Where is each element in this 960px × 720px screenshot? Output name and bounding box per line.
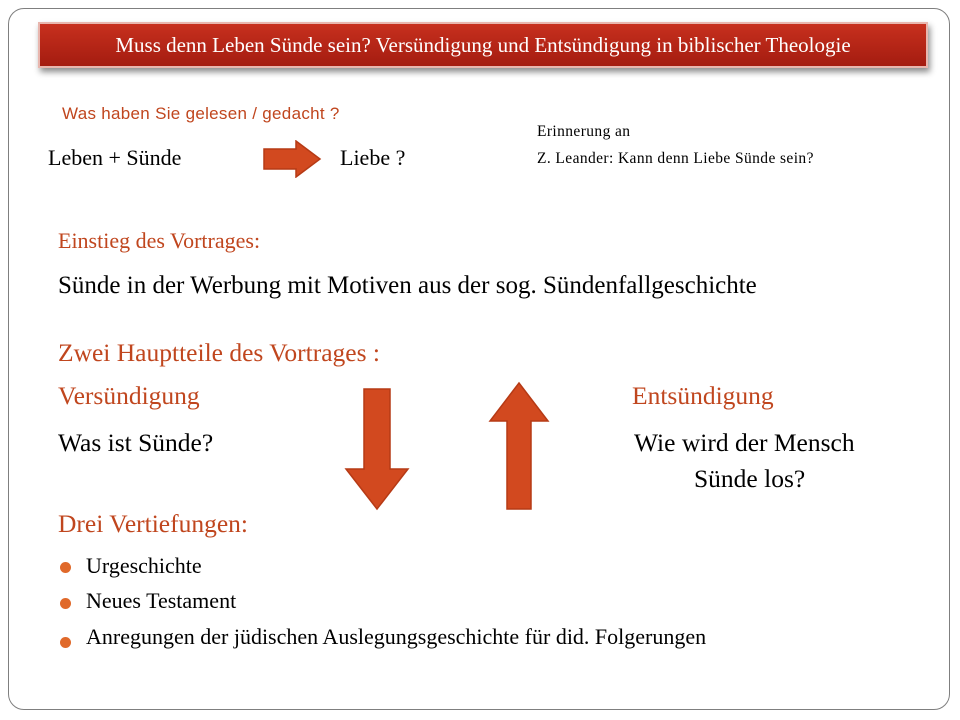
arrow-up-icon <box>488 381 550 511</box>
list-item-label: Neues Testament <box>86 588 237 613</box>
entsuendigung-text-line-2: Sünde los? <box>694 464 806 493</box>
list-item <box>56 588 706 624</box>
bullet-icon <box>60 562 71 573</box>
versuendigung-title: Versündigung <box>58 381 200 410</box>
versuendigung-text: Was ist Sünde? <box>58 428 214 457</box>
entsuendigung-text-line-1: Wie wird der Mensch <box>634 428 855 457</box>
slide-title: Muss denn Leben Sünde sein? Versündigung und Entsündigung in biblischer Theologie <box>115 32 851 57</box>
arrow-right-icon <box>262 140 322 178</box>
bullet-icon <box>60 637 71 648</box>
question-text: Was haben Sie gelesen / gedacht ? <box>62 104 340 123</box>
list-item <box>56 553 706 588</box>
list-item-label: Urgeschichte <box>86 553 202 578</box>
hauptteile-heading: Zwei Hauptteile des Vortrages : <box>58 338 380 367</box>
einstieg-text: Sünde in der Werbung mit Motiven aus der sog. Sündenfallgeschichte <box>58 272 757 299</box>
reminder-line-2: Z. Leander: Kann denn Liebe Sünde sein? <box>537 150 814 167</box>
entsuendigung-title: Entsündigung <box>632 381 774 410</box>
reminder-line-1: Erinnerung an <box>537 123 631 140</box>
arrow-down-icon <box>344 387 410 511</box>
bullet-icon <box>60 598 71 609</box>
formula-right: Liebe ? <box>340 145 406 170</box>
list-item-label: Anregungen der jüdischen Auslegungsgeschichte für did. Folgerungen <box>86 624 707 649</box>
list-item <box>56 624 706 664</box>
einstieg-heading: Einstieg des Vortrages: <box>58 228 261 253</box>
vertiefungen-list <box>56 553 706 664</box>
title-bar <box>38 22 928 68</box>
vertiefungen-heading: Drei Vertiefungen: <box>58 509 249 538</box>
formula-left: Leben + Sünde <box>48 145 182 170</box>
